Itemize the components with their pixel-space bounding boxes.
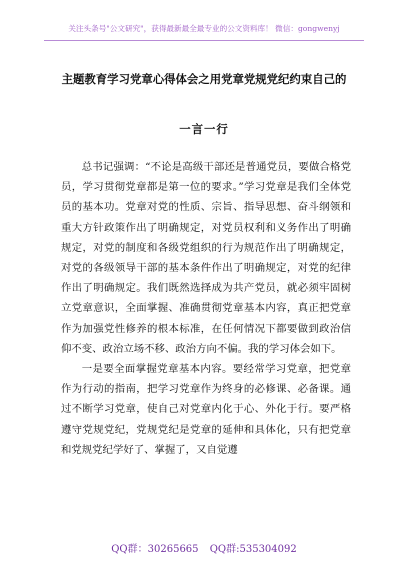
qq-group-2: QQ群:535304092 — [209, 544, 297, 555]
qq-group-footer — [0, 540, 408, 555]
document-subtitle: 一言一行 — [179, 122, 229, 136]
paragraph: 总书记强调：“不论是高级干部还是普通党员，要做合格党员，学习贯彻党章都是第一位的要求。”学习党章是我们全体党员的基本功。党章对党的性质、宗旨、指导思想、奋斗纲领和重大方针政策作出了明确规定，对党员权利和义务作出了明确规定，对党的制度和各级党组织的行为规范作出了明确规定，对党的各级领导干部的基本条件作出了明确规定，对党的纪律作出了明确规定。我们既然选择成为共产党员，就必须牢固树立党章意识，全面掌握、准确贯彻党章基本内容，真正把党章作为加强党性修养的根本标准，在任何情况下都要做到政治信仰不变、政治立场不移、政治方向不偏。我的学习体会如下。 — [61, 161, 351, 355]
qq-group-1: QQ群：30265665 — [111, 544, 199, 555]
promo-header: 关注头条号"公文研究"，获得最新最全最专业的公文资料库！ 微信：gongwenyj — [68, 24, 340, 33]
paragraph: 一是要全面掌握党章基本内容。要经常学习党章，把党章作为行动的指南，把学习党章作为终身的必修课、必备课。通过不断学习党章，使自己对党章内化于心、外化于行。要严格遵守党规党纪，党规党纪是党章的延伸和具体化，只有把党章和党规党纪学好了、掌握了，又自觉遵 — [61, 363, 351, 456]
document-title: 主题教育学习党章心得体会之用党章党规党纪约束自己的 — [61, 72, 347, 86]
document-body — [61, 157, 351, 460]
header-divider — [44, 40, 364, 41]
